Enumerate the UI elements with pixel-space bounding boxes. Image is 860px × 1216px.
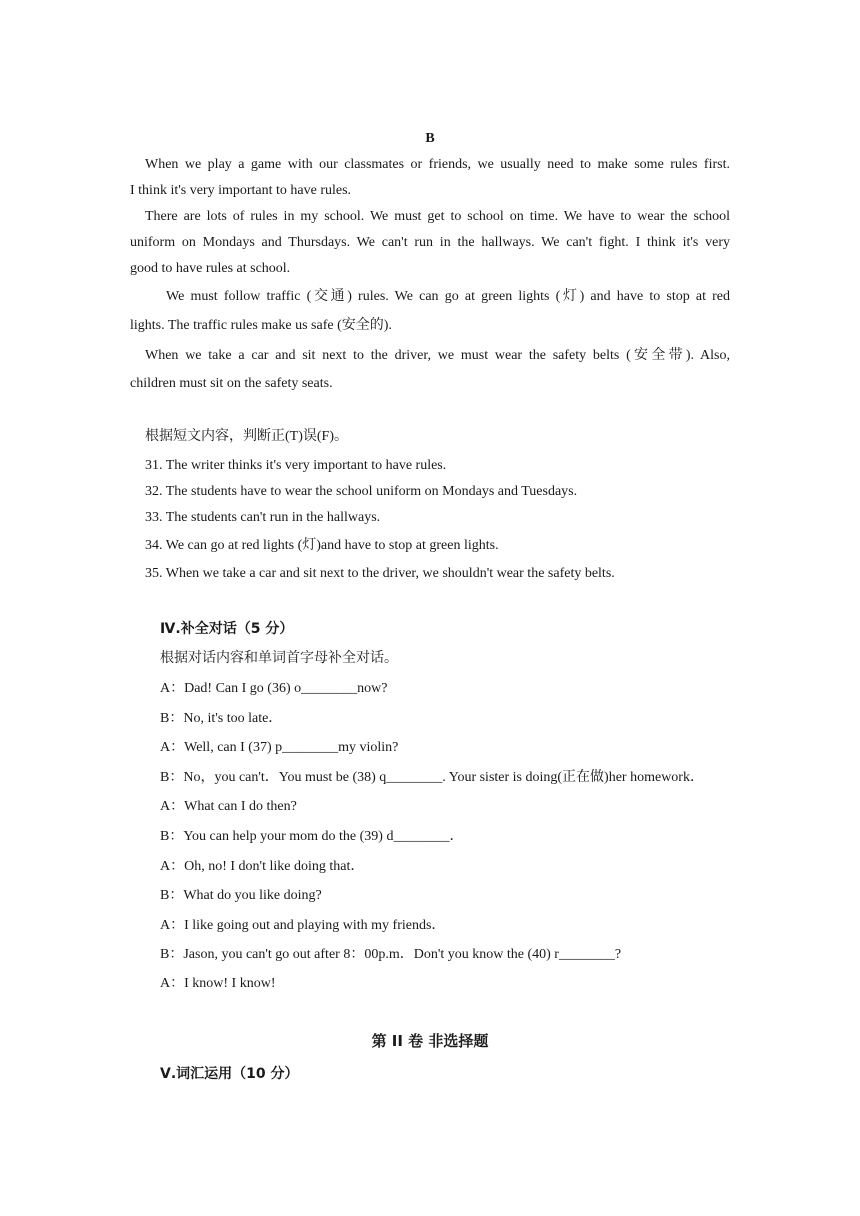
- dialogue-line-8: B：What do you like doing?: [160, 888, 322, 903]
- dialogue-line-4: B：No，you can't．You must be (38) q________. Your sister is doing(正在做)her homework．: [160, 770, 704, 785]
- passage-p1-line1: When we play a game with our classmates or friends, we usually need to make some rules first.: [145, 157, 730, 172]
- tf-instruction: 根据短文内容，判断正(T)误(F)。: [145, 429, 348, 444]
- dialogue-line-1: A：Dad! Can I go (36) o________now?: [160, 681, 388, 696]
- dialogue-instruction: 根据对话内容和单词首字母补全对话。: [160, 651, 398, 666]
- dialogue-line-11: A：I know! I know!: [160, 976, 276, 991]
- tf-question-31: 31. The writer thinks it's very important to have rules.: [145, 458, 447, 473]
- passage-p4-line1: When we take a car and sit next to the driver, we must wear the safety belts (安全带). Also,: [145, 348, 730, 363]
- part-two-title: 第 II 卷 非选择题: [371, 1032, 489, 1050]
- dialogue-line-3: A：Well, can I (37) p________my violin?: [160, 740, 399, 755]
- passage-p2-line2: uniform on Mondays and Thursdays. We can't run in the hallways. We can't fight. I think it's very: [130, 235, 730, 250]
- passage-p3-line2: lights. The traffic rules make us safe (安全的).: [130, 318, 392, 333]
- dialogue-line-9: A：I like going out and playing with my friends．: [160, 918, 446, 933]
- passage-p4-line2: children must sit on the safety seats.: [130, 376, 333, 391]
- section-b-title: B: [425, 131, 435, 146]
- dialogue-line-10: B：Jason, you can't go out after 8：00p.m．Don't you know the (40) r________?: [160, 947, 622, 962]
- tf-question-35: 35. When we take a car and sit next to the driver, we shouldn't wear the safety belts.: [145, 566, 615, 581]
- passage-p3-line1: We must follow traffic (交通) rules. We can go at green lights (灯) and have to stop at red: [166, 289, 730, 304]
- dialogue-line-7: A：Oh, no! I don't like doing that．: [160, 859, 365, 874]
- vocab-heading: Ⅴ.词汇运用（10 分）: [160, 1066, 299, 1082]
- dialogue-heading: Ⅳ.补全对话（5 分）: [160, 621, 294, 637]
- passage-p1-line2: I think it's very important to have rules.: [130, 183, 352, 198]
- tf-question-32: 32. The students have to wear the school uniform on Mondays and Tuesdays.: [145, 484, 578, 499]
- dialogue-line-2: B：No, it's too late．: [160, 711, 283, 726]
- passage-p2-line3: good to have rules at school.: [130, 261, 291, 276]
- dialogue-line-6: B：You can help your mom do the (39) d________．: [160, 829, 464, 844]
- tf-question-33: 33. The students can't run in the hallways.: [145, 510, 381, 525]
- tf-question-34: 34. We can go at red lights (灯)and have to stop at green lights.: [145, 538, 499, 553]
- dialogue-line-5: A：What can I do then?: [160, 799, 297, 814]
- passage-p2-line1: There are lots of rules in my school. We must get to school on time. We have to wear the school: [145, 209, 730, 224]
